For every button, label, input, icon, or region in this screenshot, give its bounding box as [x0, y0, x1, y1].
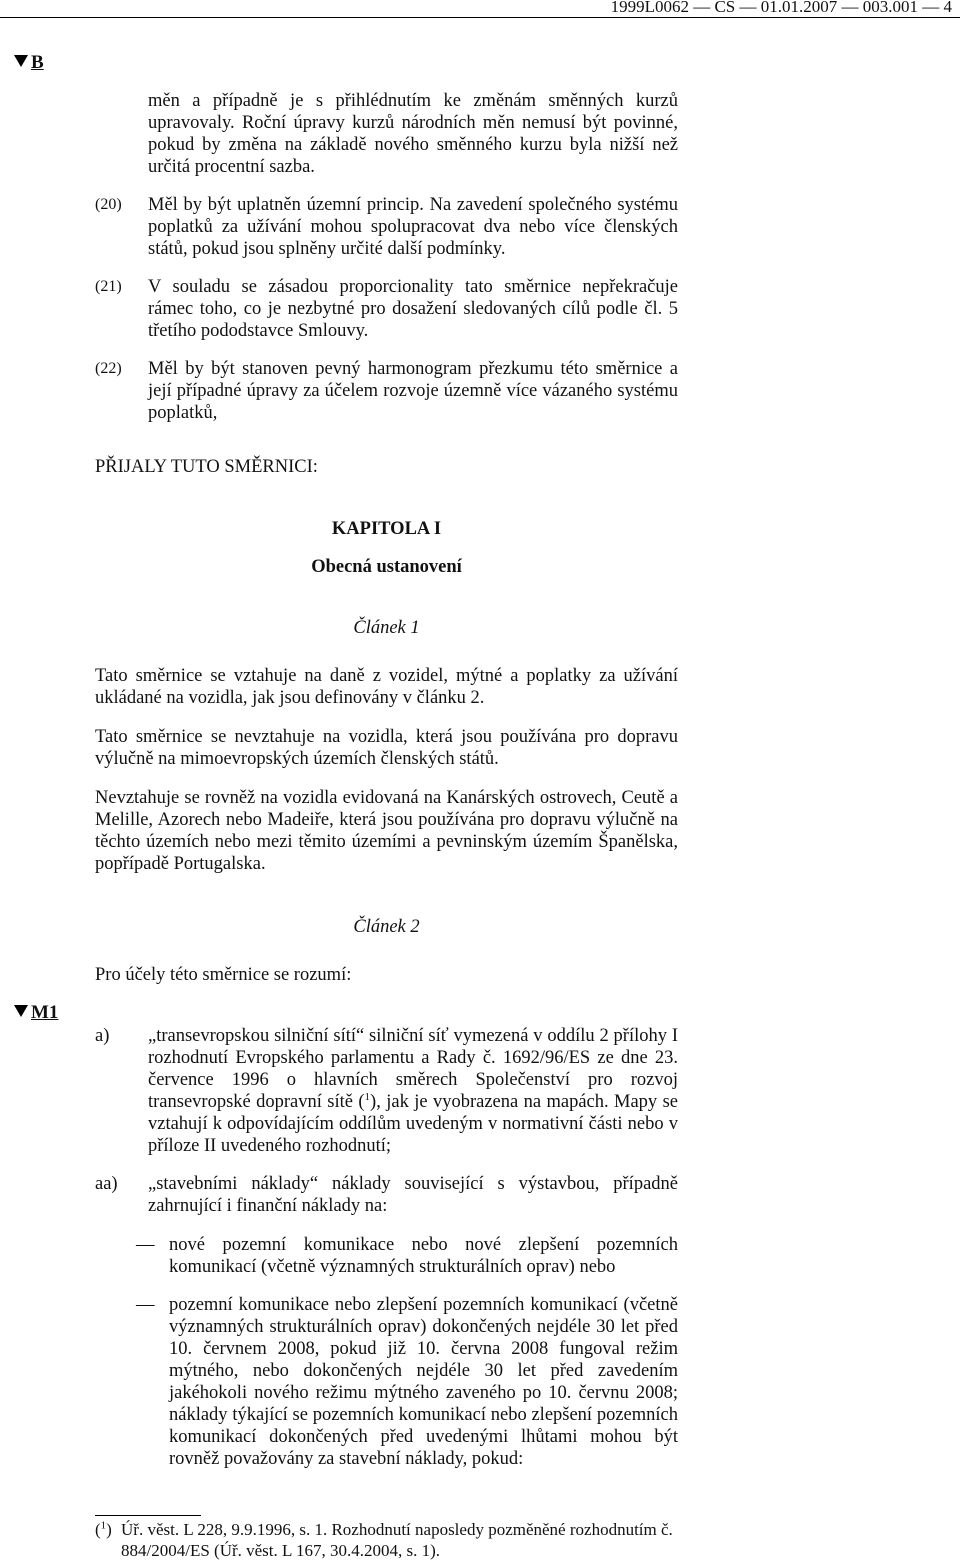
- article-2-title: Článek 2: [353, 917, 420, 937]
- marker-m1: M1: [14, 1002, 58, 1024]
- triangle-down-icon: [14, 55, 28, 67]
- article-1-paragraph: Nevztahuje se rovněž na vozidla evidovaná na Kanárských ostrovech, Ceutě a Melille, Azorech nebo Madeiře, která jsou používána pro dopravu výlučně na těchto územích nebo mezi těmito územími a pevninským územím Španělska, popřípadě Portugalska.: [95, 788, 678, 874]
- article-2-intro: Pro účely této směrnice se rozumí:: [95, 965, 352, 985]
- adoption-statement: PŘIJALY TUTO SMĚRNICI:: [95, 457, 318, 477]
- article-1-paragraph: Tato směrnice se vztahuje na daně z vozidel, mýtné a poplatky za užívání ukládané na vozidla, jak jsou definovány v článku 2.: [95, 666, 678, 708]
- triangle-down-icon: [14, 1005, 28, 1017]
- page-header: [0, 0, 960, 18]
- marker-b: B: [14, 52, 44, 74]
- article-1-title: Článek 1: [353, 618, 420, 638]
- document-reference: 1999L0062 — CS — 01.01.2007 — 003.001 — 4: [610, 0, 952, 16]
- footnote-separator: [95, 1515, 201, 1516]
- article-1-paragraph: Tato směrnice se nevztahuje na vozidla, která jsou používána pro dopravu výlučně na mimoevropských územích členských států.: [95, 727, 678, 769]
- chapter-title: KAPITOLA I: [331, 519, 442, 539]
- footnote-reference: 1: [364, 1090, 371, 1103]
- recital-continuation: měn a případně je s přihlédnutím ke změnám směnných kurzů upravovaly. Roční úpravy kurzů národních měn nemusí být povinné, pokud by změna na základě nového směnného kurzu byla nižší než určitá procentní sazba.: [148, 91, 678, 177]
- chapter-subtitle: Obecná ustanovení: [311, 557, 462, 577]
